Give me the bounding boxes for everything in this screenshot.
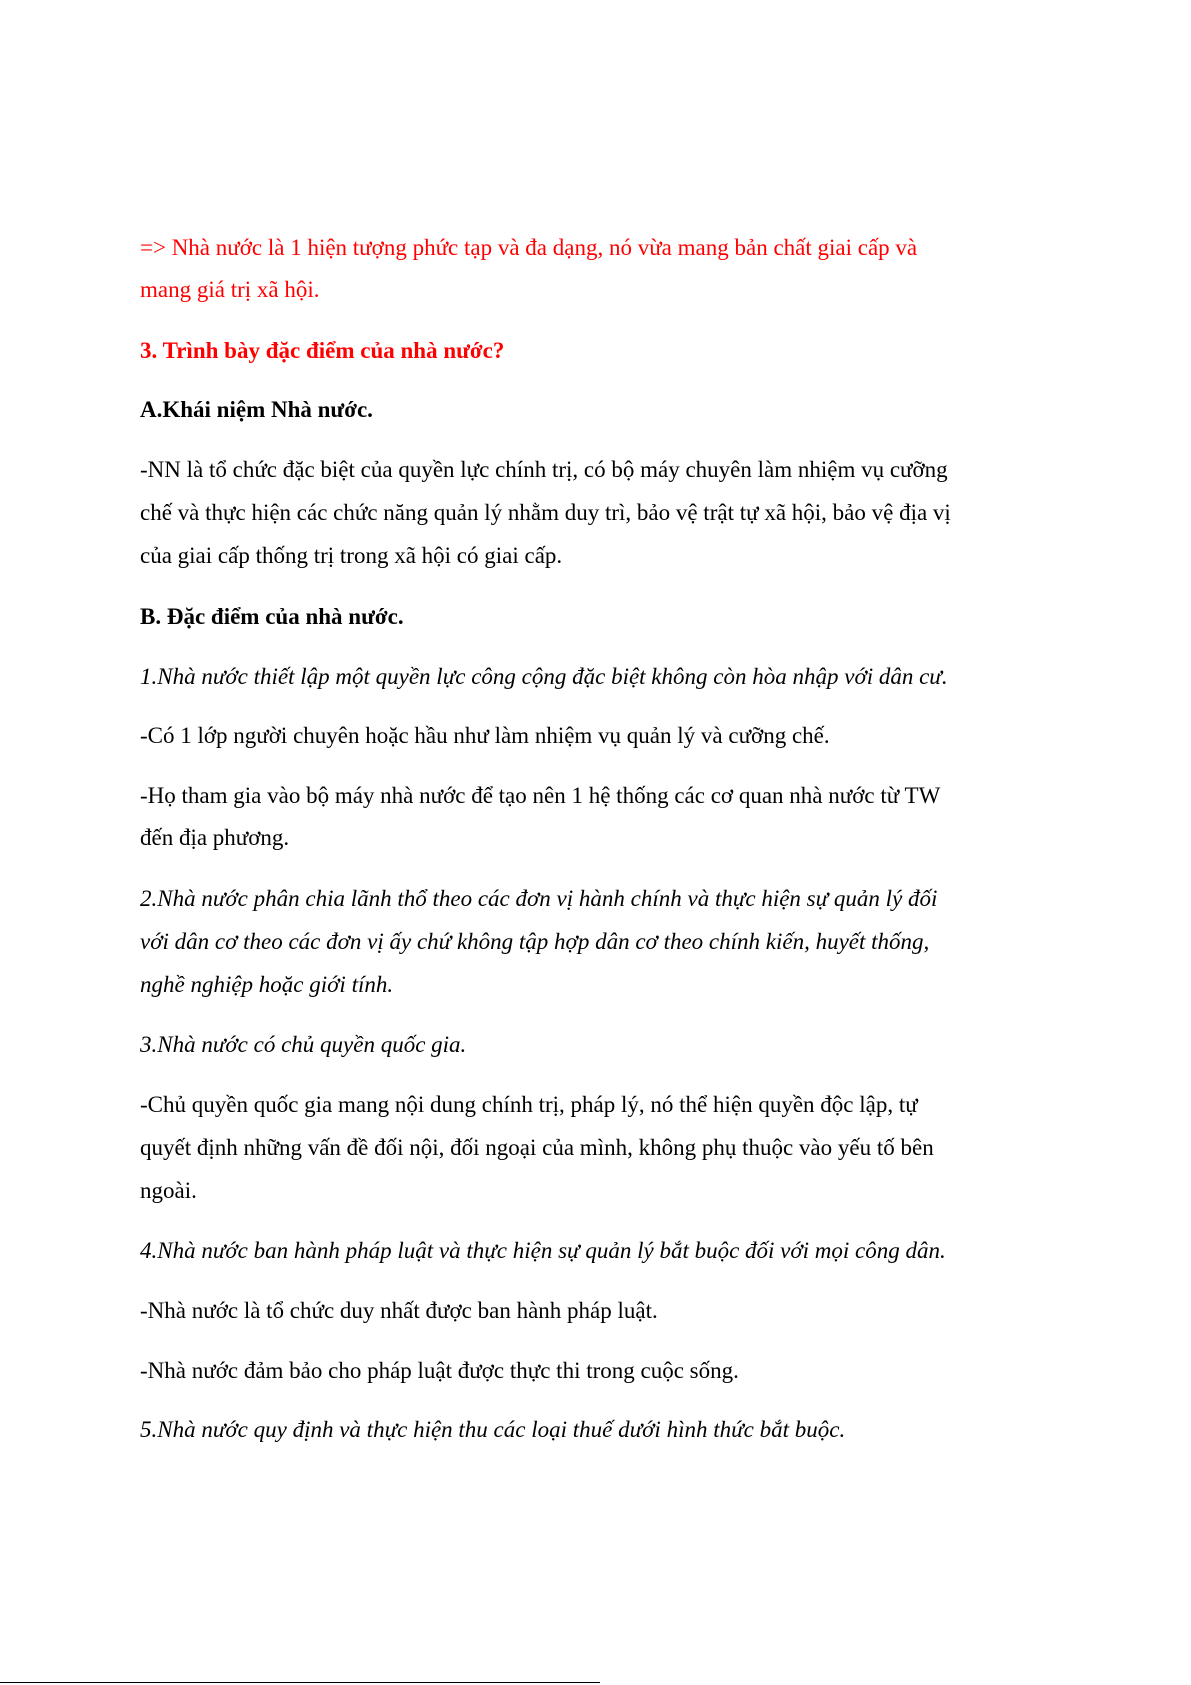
point-3-title: 3.Nhà nước có chủ quyền quốc gia.	[140, 1032, 467, 1057]
point-4-bullet-2: -Nhà nước đảm bảo cho pháp luật được thực thi trong cuộc sống.	[140, 1358, 739, 1383]
conclusion-line-2: mang giá trị xã hội.	[140, 277, 320, 302]
point-2-title-line-3: nghề nghiệp hoặc giới tính.	[140, 972, 394, 997]
conclusion-line-1: => Nhà nước là 1 hiện tượng phức tạp và đa dạng, nó vừa mang bản chất giai cấp và	[140, 235, 918, 260]
point-3-bullet-1-line-2: quyết định những vấn đề đối nội, đối ngoại của mình, không phụ thuộc vào yếu tố bên	[140, 1135, 934, 1160]
point-1-bullet-2-line-1: -Họ tham gia vào bộ máy nhà nước để tạo nên 1 hệ thống các cơ quan nhà nước từ TW	[140, 783, 941, 808]
definition-line-1: -NN là tổ chức đặc biệt của quyền lực chính trị, có bộ máy chuyên làm nhiệm vụ cưỡng	[140, 457, 948, 482]
section-b-heading: B. Đặc điểm của nhà nước.	[140, 604, 404, 629]
point-2-title-line-1: 2.Nhà nước phân chia lãnh thổ theo các đơn vị hành chính và thực hiện sự quản lý đối	[140, 886, 938, 911]
definition-line-3: của giai cấp thống trị trong xã hội có giai cấp.	[140, 543, 563, 568]
definition-line-2: chế và thực hiện các chức năng quản lý nhằm duy trì, bảo vệ trật tự xã hội, bảo vệ địa vị	[140, 500, 951, 525]
point-4-title: 4.Nhà nước ban hành pháp luật và thực hiện sự quản lý bắt buộc đối với mọi công dân.	[140, 1238, 946, 1263]
point-3-bullet-1-line-1: -Chủ quyền quốc gia mang nội dung chính trị, pháp lý, nó thể hiện quyền độc lập, tự	[140, 1092, 918, 1117]
section-a-heading: A.Khái niệm Nhà nước.	[140, 397, 373, 422]
point-1-bullet-1: -Có 1 lớp người chuyên hoặc hầu như làm nhiệm vụ quản lý và cưỡng chế.	[140, 723, 830, 748]
question-3-heading: 3. Trình bày đặc điểm của nhà nước?	[140, 338, 505, 363]
footer-divider	[0, 1682, 600, 1683]
point-5-title: 5.Nhà nước quy định và thực hiện thu các loại thuế dưới hình thức bắt buộc.	[140, 1417, 846, 1442]
point-3-bullet-1-line-3: ngoài.	[140, 1178, 197, 1203]
point-1-title: 1.Nhà nước thiết lập một quyền lực công cộng đặc biệt không còn hòa nhập với dân cư.	[140, 664, 948, 689]
point-2-title-line-2: với dân cơ theo các đơn vị ấy chứ không tập hợp dân cơ theo chính kiến, huyết thống,	[140, 929, 930, 954]
point-4-bullet-1: -Nhà nước là tổ chức duy nhất được ban hành pháp luật.	[140, 1298, 658, 1323]
point-1-bullet-2-line-2: đến địa phương.	[140, 825, 290, 850]
